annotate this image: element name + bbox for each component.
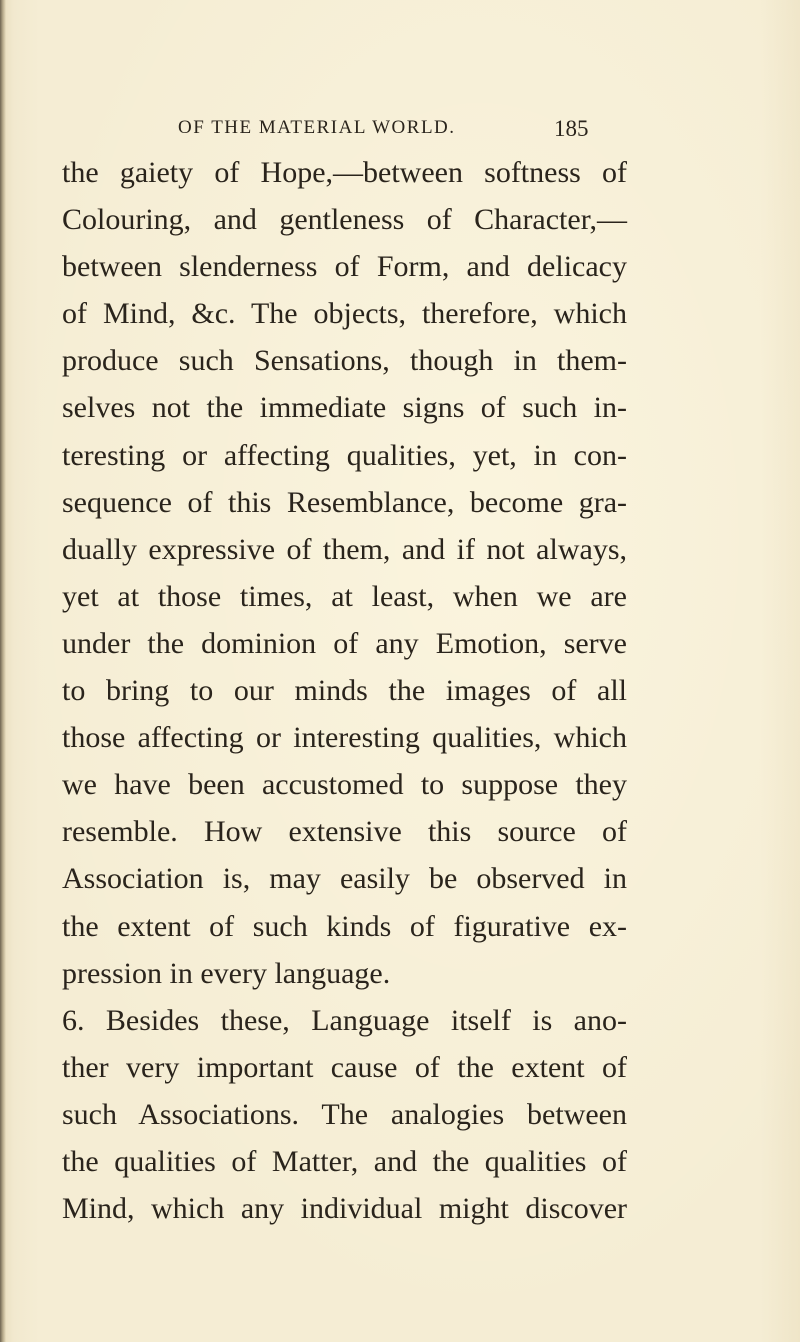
text-line: to bring to our minds the images of all	[62, 674, 627, 708]
text-line: Mind, which any individual might discover	[62, 1192, 627, 1226]
text-line: such Associations. The analogies between	[62, 1097, 627, 1131]
text-line: dually expressive of them, and if not always,	[62, 532, 627, 566]
text-line: those affecting or interesting qualities, which	[62, 721, 627, 755]
paragraph-first-line: 6. Besides these, Language itself is ano-	[62, 1003, 627, 1037]
running-head	[60, 117, 620, 147]
text-line: selves not the immediate signs of such in-	[62, 391, 627, 425]
text-line: of Mind, &c. The objects, therefore, which	[62, 297, 627, 331]
text-line: the extent of such kinds of figurative ex-	[62, 909, 627, 943]
text-line: ther very important cause of the extent of	[62, 1050, 627, 1084]
text-line: we have been accustomed to suppose they	[62, 768, 627, 802]
body-text	[62, 149, 627, 1232]
text-line: the qualities of Matter, and the qualities of	[62, 1144, 627, 1178]
page-gutter-edge	[0, 0, 6, 1342]
text-line: resemble. How extensive this source of	[62, 815, 627, 849]
text-line: Association is, may easily be observed in	[62, 862, 627, 896]
paragraph-last-line: pression in every language.	[62, 956, 391, 990]
text-line: teresting or affecting qualities, yet, in con-	[62, 438, 627, 472]
running-title: OF THE MATERIAL WORLD.	[178, 117, 456, 138]
text-line: produce such Sensations, though in them-	[62, 344, 627, 378]
text-line: the gaiety of Hope,—between softness of	[62, 156, 627, 189]
text-line: yet at those times, at least, when we are	[62, 579, 627, 613]
page-number: 185	[554, 116, 589, 141]
text-line: between slenderness of Form, and delicacy	[62, 250, 627, 284]
text-line: under the dominion of any Emotion, serve	[62, 626, 627, 660]
text-line: Colouring, and gentleness of Character,—	[62, 203, 627, 237]
text-line: sequence of this Resemblance, become gra-	[62, 485, 627, 519]
